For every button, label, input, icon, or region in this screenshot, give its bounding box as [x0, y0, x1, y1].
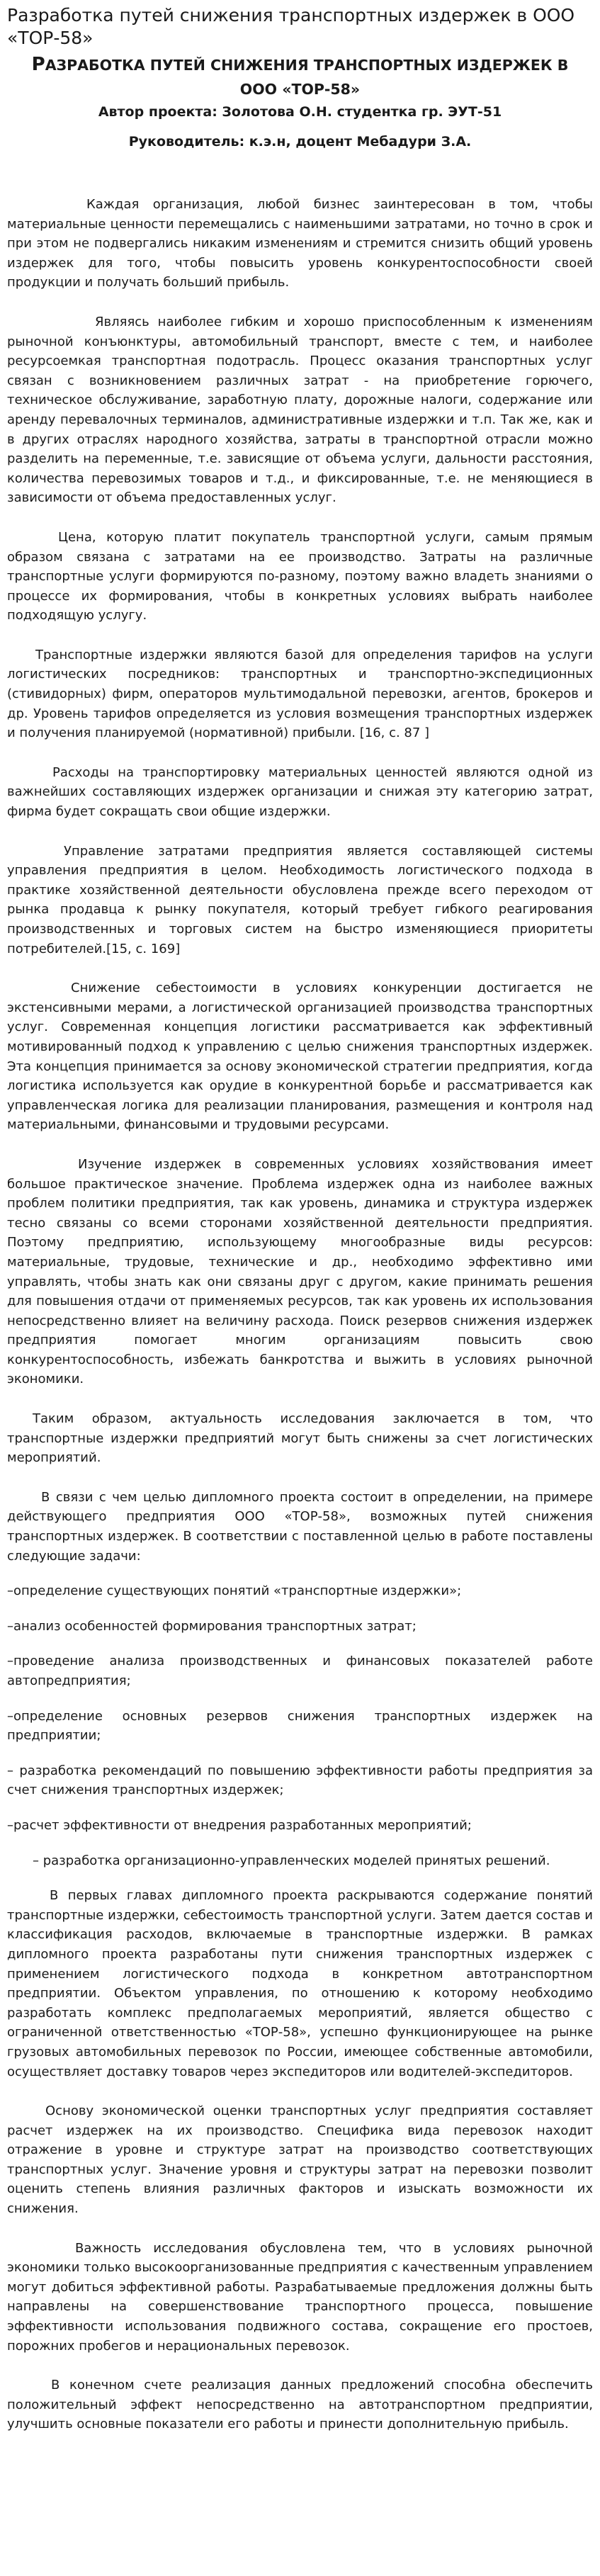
advisor-line: Руководитель: к.э.н, доцент Мебадури З.А. [128, 134, 472, 149]
task-item-2: –анализ особенностей формирования транспортных затрат; [7, 1618, 417, 1634]
paragraph-9: Таким образом, актуальность исследования заключается в том, что транспортные издержки предприятий могут быть снижены за счет логистических мероприятий. [7, 1411, 593, 1466]
article-body [7, 195, 593, 2434]
task-item-4: –определение основных резервов снижения транспортных издержек на предприятии; [7, 1708, 593, 1744]
paragraph-12: Основу экономической оценки транспортных услуг предприятия составляет расчет издержек на их производство. Специфика вида перевозок находит отражение в уровне и структуре затрат на производство соответствующих транспортных услуг. Значение уровня и структуры затрат на перевозки позволит оценить степень влияния различных факторов и изыскать возможности их снижения. [7, 2103, 593, 2217]
task-item-5: – разработка рекомендаций по повышению эффективности работы предприятия за счет снижения транспортных издержек; [7, 1763, 593, 1798]
paragraph-7: Снижение себестоимости в условиях конкуренции достигается не экстенсивными мерами, а логистической организацией производства транспортных услуг. Современная концепция логистики рассматривается как эффективный мотивированный подход к управлению с целью снижения транспортных издержек. Эта концепция принимается за основу экономической стратегии предприятия, когда логистика используется как орудие в конкурентной борьбе и рассматривается как управленческая логика для реализации планирования, размещения и контроля над материальными, финансовыми и трудовыми ресурсами. [7, 981, 593, 1133]
page-title: Разработка путей снижения транспортных издержек в ООО «ТОР-58» [7, 5, 575, 48]
paragraph-14: В конечном счете реализация данных предложений способна обеспечить положительный эффект непосредственно на автотранспортном предприятии, улучшить основные показатели его работы и принести дополнительную прибыль. [7, 2378, 593, 2432]
task-item-6: –расчет эффективности от внедрения разработанных мероприятий; [7, 1817, 472, 1833]
task-item-1: –определение существующих понятий «транспортные издержки»; [7, 1583, 462, 1599]
paragraph-8: Изучение издержек в современных условиях хозяйствования имеет большое практическое значение. Проблема издержек одна из наиболее важных проблем политики предприятия, так как уровень, динамика и структура издержек тесно связаны со всеми сторонами хозяйственной деятельности предприятия. Поэтому предприятию, использующему многообразные виды ресурсов: материальные, трудовые, технические и др., необходимо эффективно ими управлять, чтобы знать как они связаны друг с другом, какие принимать решения для повышения отдачи от применяемых ресурсов, так как уровень их использования непосредственно влияет на величину расхода. Поиск резервов снижения издержек предприятия помогает многим организациям повысить свою конкурентоспособность, избежать банкротства и выжить в условиях рыночной экономики. [7, 1156, 593, 1387]
paragraph-3: Цена, которую платит покупатель транспортной услуги, самым прямым образом связана с затратами на ее производство. Затраты на различные транспортные услуги формируются по-разному, поэтому важно владеть знаниями о процессе их формирования, чтобы в конкретных условиях выбрать наиболее подходящую услугу. [7, 529, 593, 623]
paragraph-4: Транспортные издержки являются базой для определения тарифов на услуги логистических посредников: транспортных и транспортно-экспедиционных (стивидорных) фирм, операторов мультимодальной перевозки, агентов, брокеров и др. Уровень тарифов определяется из условия возмещения транспортных издержек и получения планируемой (нормативной) прибыли. [16, с. 87 ] [7, 647, 593, 741]
paragraph-5: Расходы на транспортировку материальных ценностей являются одной из важнейших составляющих издержек организации и снижая эту категорию затрат, фирма будет сокращать свои общие издержки. [7, 764, 593, 820]
author-line: Автор проекта: Золотова О.Н. студентка гр. ЭУТ-51 [98, 104, 502, 120]
title-rest: АЗРАБОТКА ПУТЕЙ СНИЖЕНИЯ ТРАНСПОРТНЫХ ИЗДЕРЖЕК В ООО «ТОР-58» [45, 57, 569, 98]
task-item-7: – разработка организационно-управленческих моделей принятых решений. [33, 1853, 550, 1868]
paragraph-11: В первых главах дипломного проекта раскрываются содержание понятий транспортные издержки, себестоимость транспортной услуги. Затем дается состав и классификация расходов, включаемые в транспортные издержки. В рамках дипломного проекта разработаны пути снижения транспортных издержек с применением логистического подхода в конкретном автотранспортном предприятии. Объектом управления, по отношению к которому необходимо разработать комплекс предполагаемых мероприятий, является общество с ограниченной ответственностью «ТОР-58», успешно функционирующее на рынке грузовых автомобильных перевозок по России, имеющее собственные автомобили, осуществляет доставку товаров через экспедиторов или водителей-экспедиторов. [7, 1888, 593, 2079]
paragraph-2: Являясь наиболее гибким и хорошо приспособленным к изменениям рыночной конъюнктуры, автомобильный транспорт, вместе с тем, и наиболее ресурсоемкая транспортная подотрасль. Процесс оказания транспортных услуг связан с возникновением различных затрат - на приобретение горючего, техническое обслуживание, заработную плату, дорожные налоги, содержание или аренду перевалочных терминалов, административные издержки и т.п. Так же, как и в других отраслях народного хозяйства, затраты в транспортной отрасли можно разделить на переменные, т.е. зависящие от объема услуги, дальности расстояния, количества перевозимых товаров и т.д., и фиксированные, т.е. не меняющиеся в зависимости от объема предоставленных услуг. [7, 314, 593, 506]
title-initial-letter: Р [31, 54, 45, 75]
document-title [7, 52, 593, 101]
paragraph-13: Важность исследования обусловлена тем, что в условиях рыночной экономики только высокоорганизованные предприятия с качественным управлением могут добиться эффективной работы. Разрабатываемые предложения должны быть направлены на совершенствование транспортного процесса, повышение эффективности использования подвижного состава, сокращение его простоев, порожних пробегов и нерациональных перевозок. [7, 2240, 593, 2354]
paragraph-1: Каждая организация, любой бизнес заинтересован в том, чтобы материальные ценности перемещались с наименьшими затратами, но точно в срок и при этом не подвергались никаким изменениям и стремится снизить общий уровень издержек для того, чтобы повысить уровень конкурентоспособности своей продукции и получать больший прибыль. [7, 197, 593, 290]
paragraph-6: Управление затратами предприятия является составляющей системы управления предприятия в целом. Необходимость логистического подхода в практике хозяйственной деятельности обусловлена прежде всего переходом от рынка продавца к рынку покупателя, который требует гибкого реагирования производственных и торговых систем на быстро изменяющиеся приоритеты потребителей.[15, с. 169] [7, 843, 593, 956]
paragraph-10: В связи с чем целью дипломного проекта состоит в определении, на примере действующего предприятия ООО «ТОР-58», возможных путей снижения транспортных издержек. В соответствии с поставленной целью в работе поставлены следующие задачи: [7, 1489, 593, 1564]
task-item-3: –проведение анализа производственных и финансовых показателей работе автопредприятия; [7, 1654, 593, 1688]
